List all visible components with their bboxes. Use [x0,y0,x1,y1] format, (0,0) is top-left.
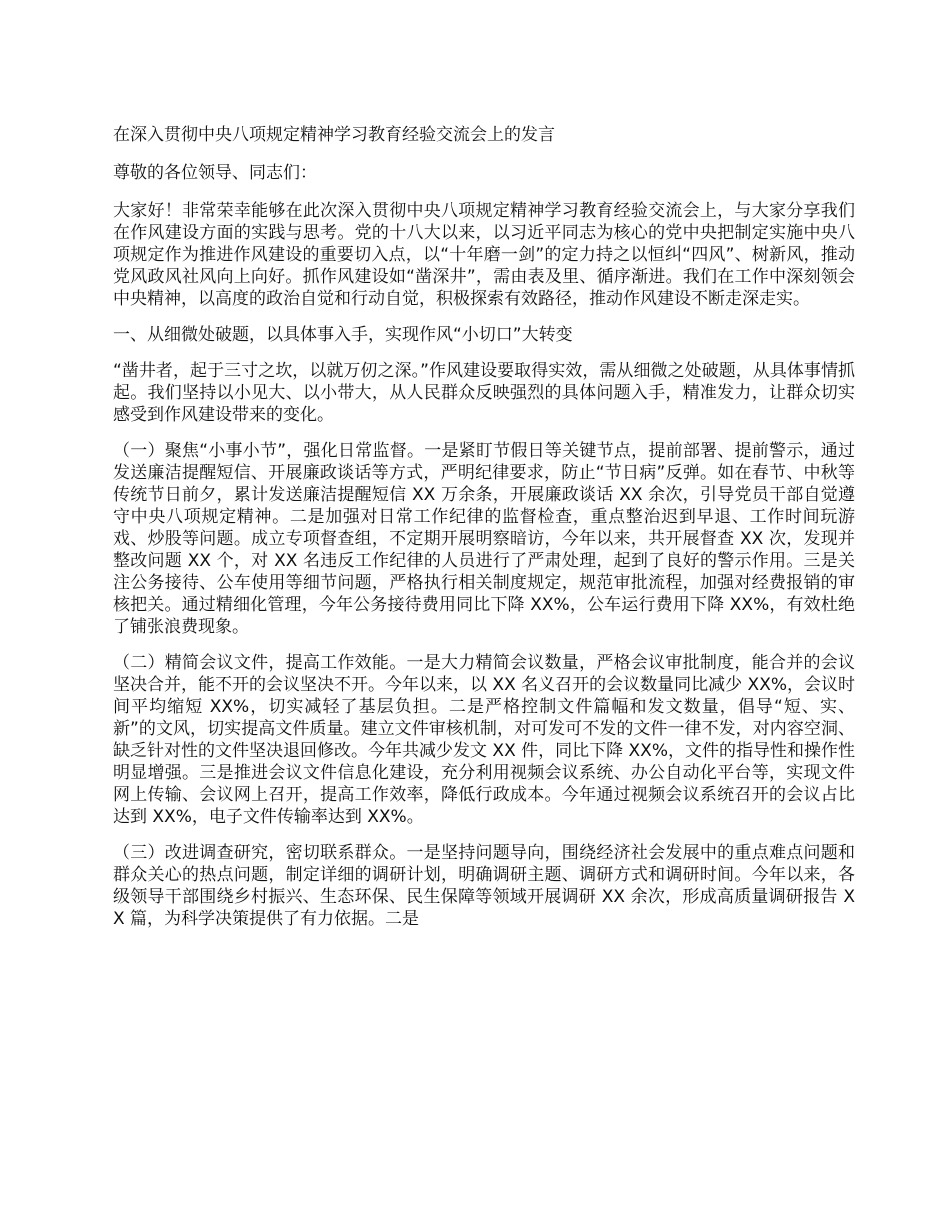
item-paragraph-1: （一）聚焦“小事小节”，强化日常监督。一是紧盯节假日等关键节点，提前部署、提前警示，通过发送廉洁提醒短信、开展廉政谈话等方式，严明纪律要求，防止“节日病”反弹。如在春节、中秋等传统节日前夕，累计发送廉洁提醒短信 XX 万余条，开展廉政谈话 XX 余次，引导党员干部自觉遵守中央八项规定精神。二是加强对日常工作纪律的监督检查，重点整治迟到早退、工作时间玩游戏、炒股等问题。成立专项督查组，不定期开展明察暗访，今年以来，共开展督查 XX 次，发现并整改问题 XX 个，对 XX 名违反工作纪律的人员进行了严肃处理，起到了良好的警示作用。三是关注公务接待、公车使用等细节问题，严格执行相关制度规定，规范审批流程，加强对经费报销的审核把关。通过精细化管理，今年公务接待费用同比下降 XX%，公车运行费用下降 XX%，有效杜绝了铺张浪费现象。 [113,441,855,637]
document-page [113,124,855,944]
salutation: 尊敬的各位领导、同志们： [113,163,317,183]
section-lead-paragraph: “凿井者，起于三寸之坎，以就万仞之深。”作风建设要取得实效，需从细微之处破题，从具体事情抓起。我们坚持以小见大、以小带大，从人民群众反映强烈的具体问题入手，精准发力，让群众切实感受到作风建设带来的变化。 [113,361,855,425]
section-heading: 一、从细微处破题，以具体事入手，实现作风“小切口”大转变 [113,325,573,345]
intro-paragraph: 大家好！非常荣幸能够在此次深入贯彻中央八项规定精神学习教育经验交流会上，与大家分享我们在作风建设方面的实践与思考。党的十八大以来，以习近平同志为核心的党中央把制定实施中央八项规定作为推进作风建设的重要切入点，以“十年磨一剑”的定力持之以恒纠“四风”、树新风，推动党风政风社风向上向好。抓作风建设如“凿深井”，需由表及里、循序渐进。我们在工作中深刻领会中央精神，以高度的政治自觉和行动自觉，积极探索有效路径，推动作风建设不断走深走实。 [113,201,855,309]
document-title: 在深入贯彻中央八项规定精神学习教育经验交流会上的发言 [113,125,555,145]
item-paragraph-3: （三）改进调查研究，密切联系群众。一是坚持问题导向，围绕经济社会发展中的重点难点问题和群众关心的热点问题，制定详细的调研计划，明确调研主题、调研方式和调研时间。今年以来，各级领导干部围绕乡村振兴、生态环保、民生保障等领域开展调研 XX 余次，形成高质量调研报告 XX 篇，为科学决策提供了有力依据。二是 [113,843,855,929]
item-paragraph-2: （二）精简会议文件，提高工作效能。一是大力精简会议数量，严格会议审批制度，能合并的会议坚决合并，能不开的会议坚决不开。今年以来，以 XX 名义召开的会议数量同比减少 XX%，会议时间平均缩短 XX%，切实减轻了基层负担。二是严格控制文件篇幅和发文数量，倡导“短、实、新”的文风，切实提高文件质量。建立文件审核机制，对可发可不发的文件一律不发，对内容空洞、缺乏针对性的文件坚决退回修改。今年共减少发文 XX 件，同比下降 XX%，文件的指导性和操作性明显增强。三是推进会议文件信息化建设，充分利用视频会议系统、办公自动化平台等，实现文件网上传输、会议网上召开，提高工作效率，降低行政成本。今年通过视频会议系统召开的会议占比达到 XX%，电子文件传输率达到 XX%。 [113,653,855,827]
